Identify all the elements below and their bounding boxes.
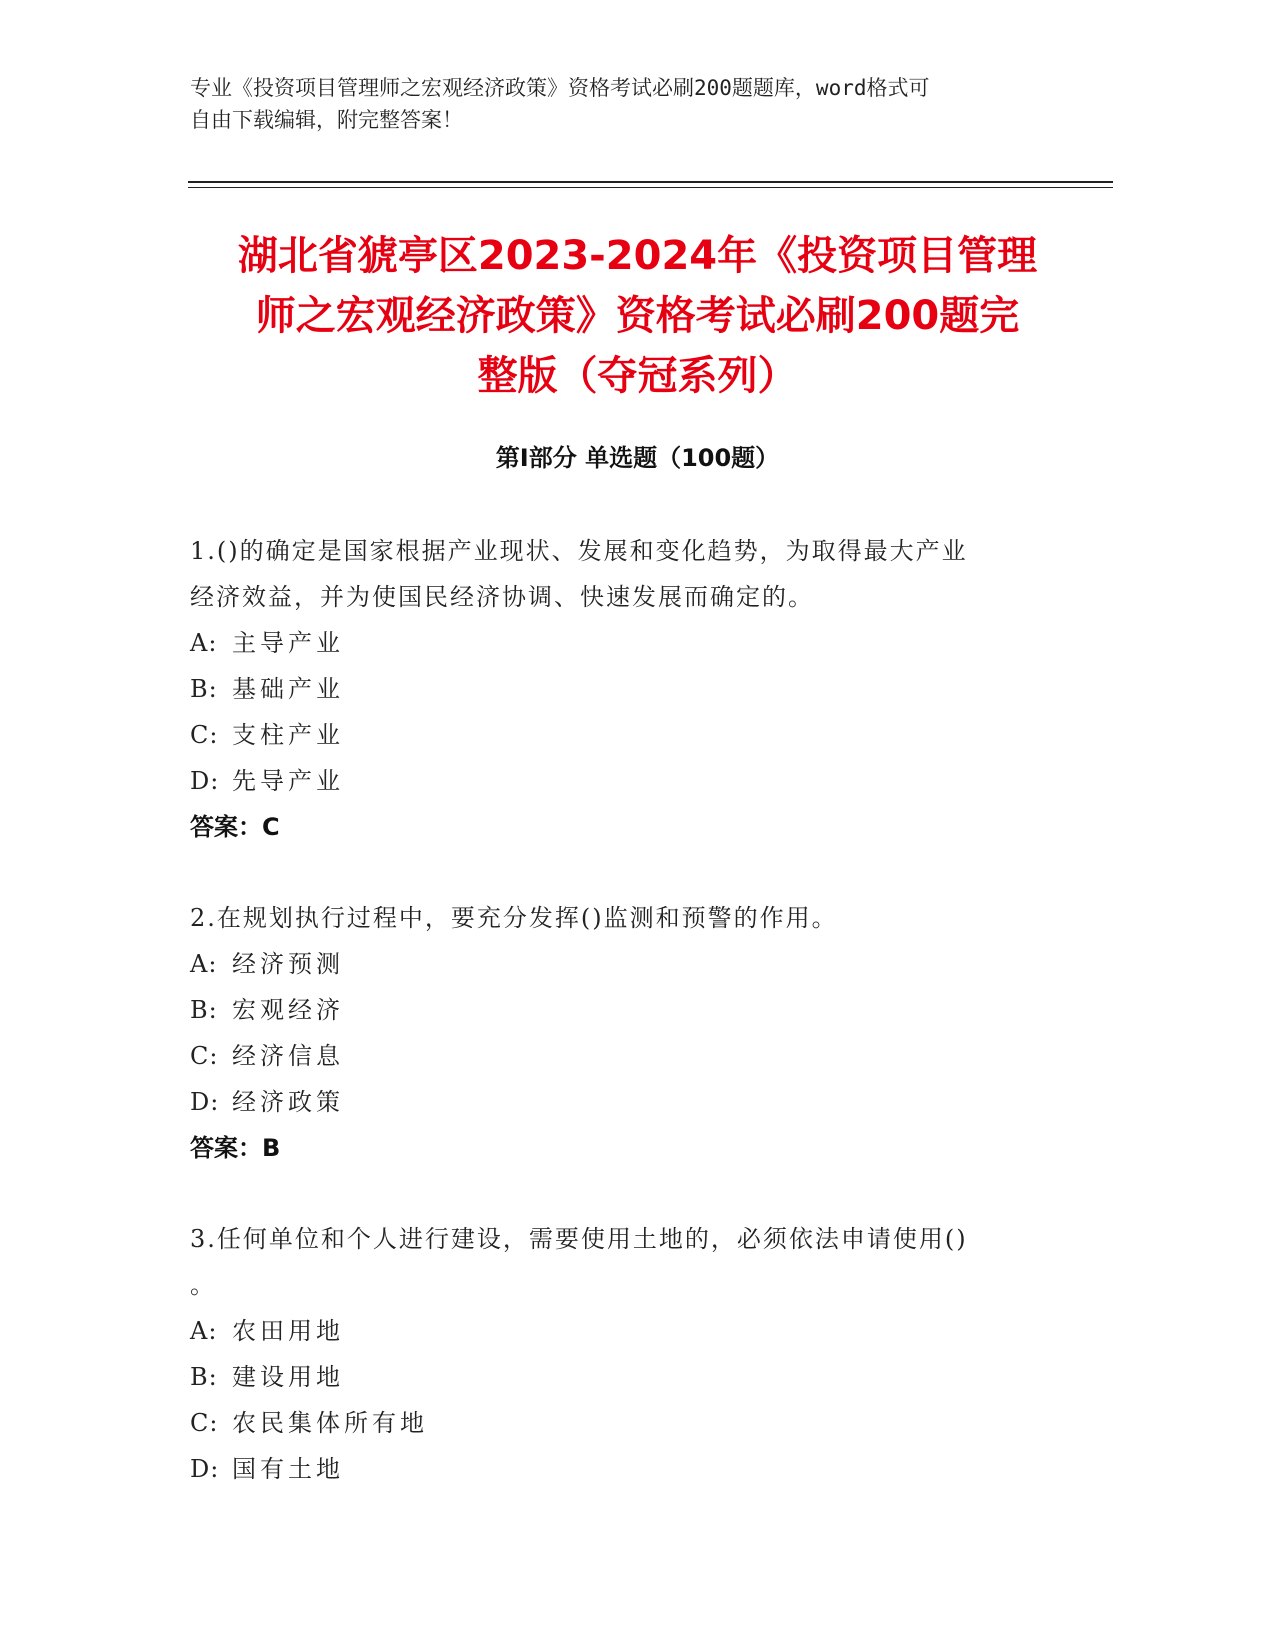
header-note-line: 自由下载编辑，附完整答案！: [190, 108, 463, 132]
option-key: A:: [190, 629, 218, 657]
option-text: 经济预测: [232, 950, 344, 978]
option-key: C:: [190, 721, 219, 749]
question-text: 1.()的确定是国家根据产业现状、发展和变化趋势，为取得最大产业: [190, 537, 968, 565]
option-text: 支柱产业: [232, 721, 344, 749]
option-key: B:: [190, 996, 218, 1024]
option-key: C:: [190, 1409, 219, 1437]
answer-option: [190, 620, 1070, 666]
answer-option: [190, 666, 1070, 712]
question-item: [190, 528, 1070, 850]
answer-label: 答案：B: [190, 1134, 281, 1162]
answer-option: [190, 1308, 1070, 1354]
answer-option: [190, 941, 1070, 987]
option-text: 建设用地: [232, 1363, 344, 1391]
option-text: 国有土地: [232, 1455, 344, 1483]
header-divider-thin: [188, 187, 1113, 188]
header-note: [190, 72, 1090, 136]
option-text: 经济政策: [232, 1088, 344, 1116]
answer-option: [190, 1446, 1070, 1492]
section-title: 第Ⅰ部分 单选题（100题）: [495, 444, 780, 472]
answer-option: [190, 758, 1070, 804]
option-key: C:: [190, 1042, 219, 1070]
question-text: 2.在规划执行过程中，要充分发挥()监测和预警的作用。: [190, 904, 838, 932]
question-text: 。: [190, 1271, 216, 1299]
option-text: 基础产业: [232, 675, 344, 703]
option-key: A:: [190, 1317, 218, 1345]
option-key: A:: [190, 950, 218, 978]
option-key: D:: [190, 1455, 220, 1483]
question-text: 3.任何单位和个人进行建设，需要使用土地的，必须依法申请使用(): [190, 1225, 968, 1253]
answer-option: [190, 1079, 1070, 1125]
option-key: D:: [190, 767, 220, 795]
answer-option: [190, 987, 1070, 1033]
option-text: 农田用地: [232, 1317, 344, 1345]
document-title-line: 整版（夺冠系列）: [477, 353, 798, 399]
header-divider: [188, 181, 1113, 183]
option-text: 宏观经济: [232, 996, 344, 1024]
document-title-line: 师之宏观经济政策》资格考试必刷200题完: [255, 293, 1020, 339]
answer-option: [190, 712, 1070, 758]
option-text: 农民集体所有地: [232, 1409, 428, 1437]
question-text: 经济效益，并为使国民经济协调、快速发展而确定的。: [190, 583, 814, 611]
option-text: 主导产业: [232, 629, 344, 657]
answer-label: 答案：C: [190, 813, 280, 841]
answer-option: [190, 1354, 1070, 1400]
option-key: B:: [190, 1363, 218, 1391]
document-title-line: 湖北省猇亭区2023-2024年《投资项目管理: [237, 233, 1038, 279]
answer-option: [190, 1033, 1070, 1079]
question-list: [190, 528, 1070, 1537]
answer-option: [190, 1400, 1070, 1446]
option-text: 经济信息: [232, 1042, 344, 1070]
document-title: [160, 226, 1115, 406]
question-item: [190, 1216, 1070, 1492]
option-key: B:: [190, 675, 218, 703]
option-text: 先导产业: [232, 767, 344, 795]
header-note-line: 专业《投资项目管理师之宏观经济政策》资格考试必刷200题题库，word格式可: [190, 76, 930, 100]
option-key: D:: [190, 1088, 220, 1116]
question-item: [190, 895, 1070, 1171]
